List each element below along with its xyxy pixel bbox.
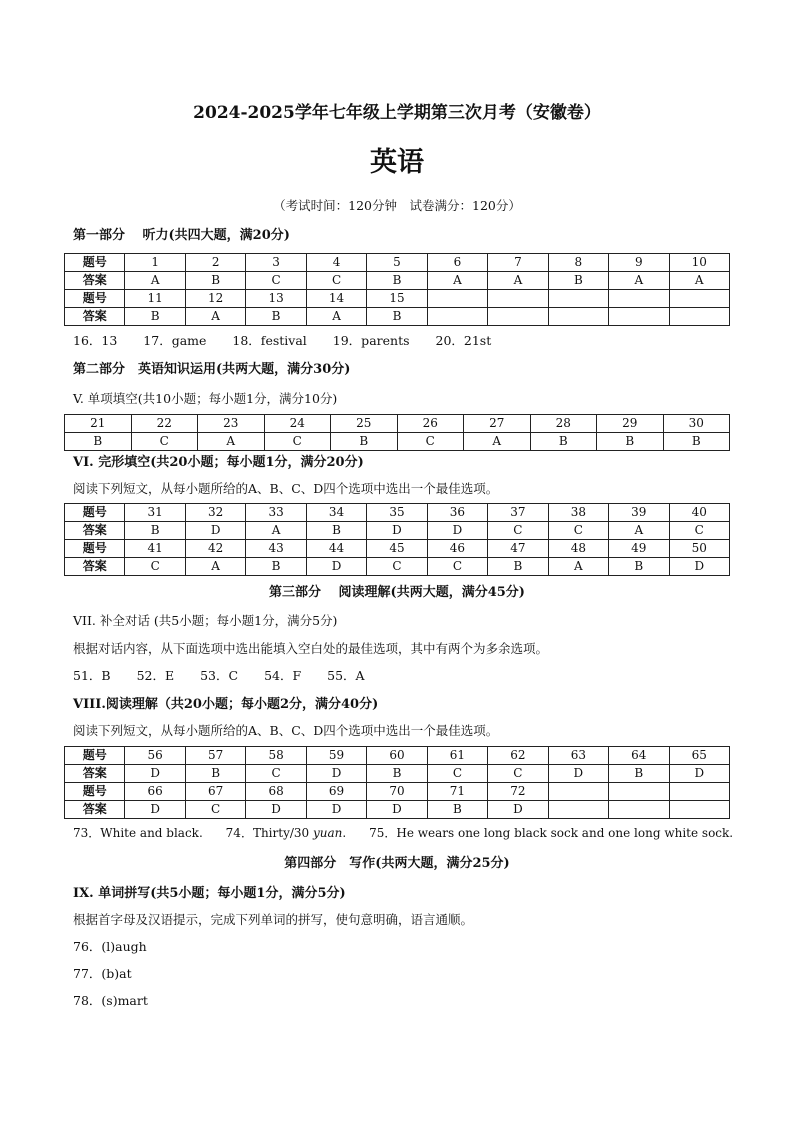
- table-cell: C: [488, 522, 548, 540]
- table-cell: [609, 783, 669, 801]
- answer-17: 17．game: [143, 333, 207, 348]
- section5-heading: V. 单项填空(共10小题；每小题1分，满分10分): [73, 391, 338, 406]
- table-cell: 15: [367, 290, 427, 308]
- answer-52: 52．E: [136, 668, 175, 683]
- answer-16: 16．13: [73, 333, 118, 348]
- table-cell: C: [264, 433, 331, 451]
- table-cell: 29: [597, 415, 664, 433]
- table-cell: B: [306, 522, 366, 540]
- table-row: [65, 504, 730, 522]
- table-cell: B: [367, 308, 427, 326]
- table-cell: B: [427, 801, 487, 819]
- part1-answer-table: [64, 253, 730, 326]
- table-cell: 60: [367, 747, 427, 765]
- table-cell: 72: [488, 783, 548, 801]
- table-cell: D: [367, 522, 427, 540]
- table-cell: D: [427, 522, 487, 540]
- table-cell: 61: [427, 747, 487, 765]
- exam-meta: （考试时间：120分钟 试卷满分：120分）: [273, 198, 521, 213]
- table-cell: 8: [548, 254, 608, 272]
- table-cell: [669, 801, 729, 819]
- table-row: [65, 540, 730, 558]
- answer-54: 54．F: [264, 668, 302, 683]
- table-row: [65, 522, 730, 540]
- table-cell: B: [548, 272, 608, 290]
- table-cell: C: [427, 558, 487, 576]
- table-label-cell: 答案: [65, 272, 125, 290]
- table-cell: [669, 308, 729, 326]
- table-cell: [488, 290, 548, 308]
- table-label-cell: 题号: [65, 747, 125, 765]
- table-cell: 58: [246, 747, 306, 765]
- section7-instruction: 根据对话内容，从下面选项中选出能填入空白处的最佳选项，其中有两个为多余选项。: [73, 641, 549, 656]
- answer-75: 75．He wears one long black sock and one long white sock.: [369, 826, 734, 840]
- table-cell: 43: [246, 540, 306, 558]
- table-cell: [488, 308, 548, 326]
- table-cell: C: [246, 272, 306, 290]
- table-cell: A: [669, 272, 729, 290]
- table-cell: 23: [198, 415, 265, 433]
- table-label-cell: 答案: [65, 522, 125, 540]
- table-cell: 5: [367, 254, 427, 272]
- answer-19: 19．parents: [332, 333, 410, 348]
- table-cell: 71: [427, 783, 487, 801]
- table-cell: 6: [427, 254, 487, 272]
- table-cell: 26: [397, 415, 464, 433]
- table-cell: 36: [427, 504, 487, 522]
- table-cell: C: [669, 522, 729, 540]
- table-cell: 13: [246, 290, 306, 308]
- table-cell: A: [427, 272, 487, 290]
- table-cell: [669, 290, 729, 308]
- table-cell: B: [185, 272, 245, 290]
- table-cell: C: [306, 272, 366, 290]
- table-cell: C: [548, 522, 608, 540]
- table-cell: A: [246, 522, 306, 540]
- table-cell: [548, 801, 608, 819]
- table-cell: 47: [488, 540, 548, 558]
- table-cell: A: [609, 272, 669, 290]
- table-cell: A: [198, 433, 265, 451]
- table-cell: 10: [669, 254, 729, 272]
- table-cell: D: [548, 765, 608, 783]
- table-cell: 14: [306, 290, 366, 308]
- section9-heading: IX. 单词拼写(共5小题；每小题1分，满分5分): [73, 886, 346, 901]
- section6-answer-table: [64, 503, 730, 576]
- table-cell: 35: [367, 504, 427, 522]
- table-label-cell: 题号: [65, 540, 125, 558]
- table-cell: A: [548, 558, 608, 576]
- table-label-cell: 答案: [65, 558, 125, 576]
- table-row: [65, 747, 730, 765]
- table-cell: 64: [609, 747, 669, 765]
- table-label-cell: 答案: [65, 308, 125, 326]
- answer-76: 76．(l)augh: [73, 939, 147, 954]
- table-cell: A: [464, 433, 531, 451]
- table-cell: 22: [131, 415, 198, 433]
- table-cell: B: [530, 433, 597, 451]
- table-cell: B: [367, 765, 427, 783]
- section7-answers: [73, 666, 387, 684]
- table-cell: A: [488, 272, 548, 290]
- table-row: [65, 272, 730, 290]
- table-cell: C: [397, 433, 464, 451]
- table-cell: 68: [246, 783, 306, 801]
- table-row: [65, 765, 730, 783]
- part1-fill-answers: [73, 331, 513, 349]
- table-row: [65, 801, 730, 819]
- table-cell: 65: [669, 747, 729, 765]
- table-cell: 44: [306, 540, 366, 558]
- table-cell: [427, 308, 487, 326]
- table-cell: 42: [185, 540, 245, 558]
- table-cell: 56: [125, 747, 185, 765]
- table-cell: 31: [125, 504, 185, 522]
- table-row: [65, 308, 730, 326]
- table-cell: D: [488, 801, 548, 819]
- answer-53: 53．C: [200, 668, 239, 683]
- table-cell: B: [331, 433, 398, 451]
- table-cell: 27: [464, 415, 531, 433]
- table-cell: 46: [427, 540, 487, 558]
- table-cell: A: [185, 558, 245, 576]
- table-cell: D: [185, 522, 245, 540]
- exam-title: 2024-2025学年七年级上学期第三次月考（安徽卷）: [193, 103, 601, 123]
- table-cell: 59: [306, 747, 366, 765]
- section9-instruction: 根据首字母及汉语提示，完成下列单词的拼写，使句意明确，语言通顺。: [73, 912, 474, 927]
- table-label-cell: 题号: [65, 504, 125, 522]
- table-cell: 24: [264, 415, 331, 433]
- table-cell: 12: [185, 290, 245, 308]
- table-cell: 7: [488, 254, 548, 272]
- table-cell: 28: [530, 415, 597, 433]
- table-cell: 4: [306, 254, 366, 272]
- table-cell: 40: [669, 504, 729, 522]
- table-cell: 34: [306, 504, 366, 522]
- table-cell: 38: [548, 504, 608, 522]
- table-cell: D: [125, 801, 185, 819]
- table-cell: 25: [331, 415, 398, 433]
- answer-74: 74．Thirty/30 yuan.: [225, 826, 347, 840]
- table-cell: 62: [488, 747, 548, 765]
- table-cell: D: [669, 558, 729, 576]
- table-cell: D: [246, 801, 306, 819]
- answer-73: 73．White and black.: [73, 826, 203, 840]
- table-cell: 32: [185, 504, 245, 522]
- table-cell: 50: [669, 540, 729, 558]
- table-cell: D: [306, 558, 366, 576]
- table-cell: D: [669, 765, 729, 783]
- part1-heading: 第一部分 听力(共四大题，满20分): [73, 228, 290, 243]
- answer-78: 78．(s)mart: [73, 993, 148, 1008]
- section6-instruction: 阅读下列短文，从每小题所给的A、B、C、D四个选项中选出一个最佳选项。: [73, 481, 499, 496]
- section6-heading: VI. 完形填空(共20小题；每小题1分，满分20分): [73, 455, 364, 470]
- table-cell: 37: [488, 504, 548, 522]
- section8-instruction: 阅读下列短文，从每小题所给的A、B、C、D四个选项中选出一个最佳选项。: [73, 723, 499, 738]
- table-cell: [427, 290, 487, 308]
- table-cell: B: [246, 558, 306, 576]
- answer-20: 20．21st: [435, 333, 492, 348]
- table-cell: C: [185, 801, 245, 819]
- table-cell: [609, 290, 669, 308]
- answer-55: 55．A: [327, 668, 365, 683]
- table-row: [65, 290, 730, 308]
- table-cell: C: [367, 558, 427, 576]
- table-cell: D: [306, 765, 366, 783]
- answer-51: 51．B: [73, 668, 111, 683]
- section5-answer-table: [64, 414, 730, 451]
- table-cell: 48: [548, 540, 608, 558]
- table-label-cell: 答案: [65, 801, 125, 819]
- table-cell: 33: [246, 504, 306, 522]
- table-cell: 66: [125, 783, 185, 801]
- table-cell: 3: [246, 254, 306, 272]
- table-cell: 67: [185, 783, 245, 801]
- section8-text-answers: [73, 824, 733, 841]
- table-row: [65, 254, 730, 272]
- answer-18: 18．festival: [232, 333, 307, 348]
- table-cell: 49: [609, 540, 669, 558]
- table-cell: 69: [306, 783, 366, 801]
- table-cell: [548, 783, 608, 801]
- table-cell: B: [367, 272, 427, 290]
- table-cell: B: [246, 308, 306, 326]
- table-cell: B: [488, 558, 548, 576]
- table-cell: A: [306, 308, 366, 326]
- table-row: [65, 433, 730, 451]
- table-cell: C: [125, 558, 185, 576]
- table-cell: 2: [185, 254, 245, 272]
- table-cell: D: [306, 801, 366, 819]
- table-cell: D: [367, 801, 427, 819]
- table-cell: B: [597, 433, 664, 451]
- table-cell: [548, 290, 608, 308]
- table-cell: B: [65, 433, 132, 451]
- table-cell: 9: [609, 254, 669, 272]
- table-cell: [609, 801, 669, 819]
- table-cell: 70: [367, 783, 427, 801]
- table-cell: [669, 783, 729, 801]
- table-row: [65, 783, 730, 801]
- table-cell: [548, 308, 608, 326]
- part4-heading: 第四部分 写作(共两大题，满分25分): [284, 856, 510, 871]
- table-cell: A: [609, 522, 669, 540]
- table-cell: B: [125, 522, 185, 540]
- table-cell: B: [609, 765, 669, 783]
- subject-title: 英语: [370, 147, 424, 178]
- table-cell: 11: [125, 290, 185, 308]
- table-cell: 41: [125, 540, 185, 558]
- table-cell: B: [125, 308, 185, 326]
- table-cell: D: [125, 765, 185, 783]
- table-cell: 39: [609, 504, 669, 522]
- section8-answer-table: [64, 746, 730, 819]
- table-cell: 30: [663, 415, 730, 433]
- table-cell: B: [663, 433, 730, 451]
- table-cell: 45: [367, 540, 427, 558]
- table-cell: 21: [65, 415, 132, 433]
- section7-heading: VII. 补全对话 (共5小题；每小题1分，满分5分): [73, 613, 338, 628]
- table-cell: C: [488, 765, 548, 783]
- table-cell: B: [185, 765, 245, 783]
- table-cell: 57: [185, 747, 245, 765]
- table-cell: B: [609, 558, 669, 576]
- table-label-cell: 题号: [65, 254, 125, 272]
- table-label-cell: 答案: [65, 765, 125, 783]
- answer-77: 77．(b)at: [73, 966, 132, 981]
- table-label-cell: 题号: [65, 783, 125, 801]
- section8-heading: VIII.阅读理解（共20小题；每小题2分，满分40分): [73, 697, 379, 712]
- table-cell: C: [246, 765, 306, 783]
- table-row: [65, 415, 730, 433]
- table-cell: A: [125, 272, 185, 290]
- table-cell: 1: [125, 254, 185, 272]
- part2-heading: 第二部分 英语知识运用(共两大题，满分30分): [73, 362, 351, 377]
- part3-heading: 第三部分 阅读理解(共两大题，满分45分): [269, 585, 525, 600]
- table-cell: 63: [548, 747, 608, 765]
- table-cell: C: [131, 433, 198, 451]
- table-row: [65, 558, 730, 576]
- table-label-cell: 题号: [65, 290, 125, 308]
- table-cell: C: [427, 765, 487, 783]
- table-cell: A: [185, 308, 245, 326]
- table-cell: [609, 308, 669, 326]
